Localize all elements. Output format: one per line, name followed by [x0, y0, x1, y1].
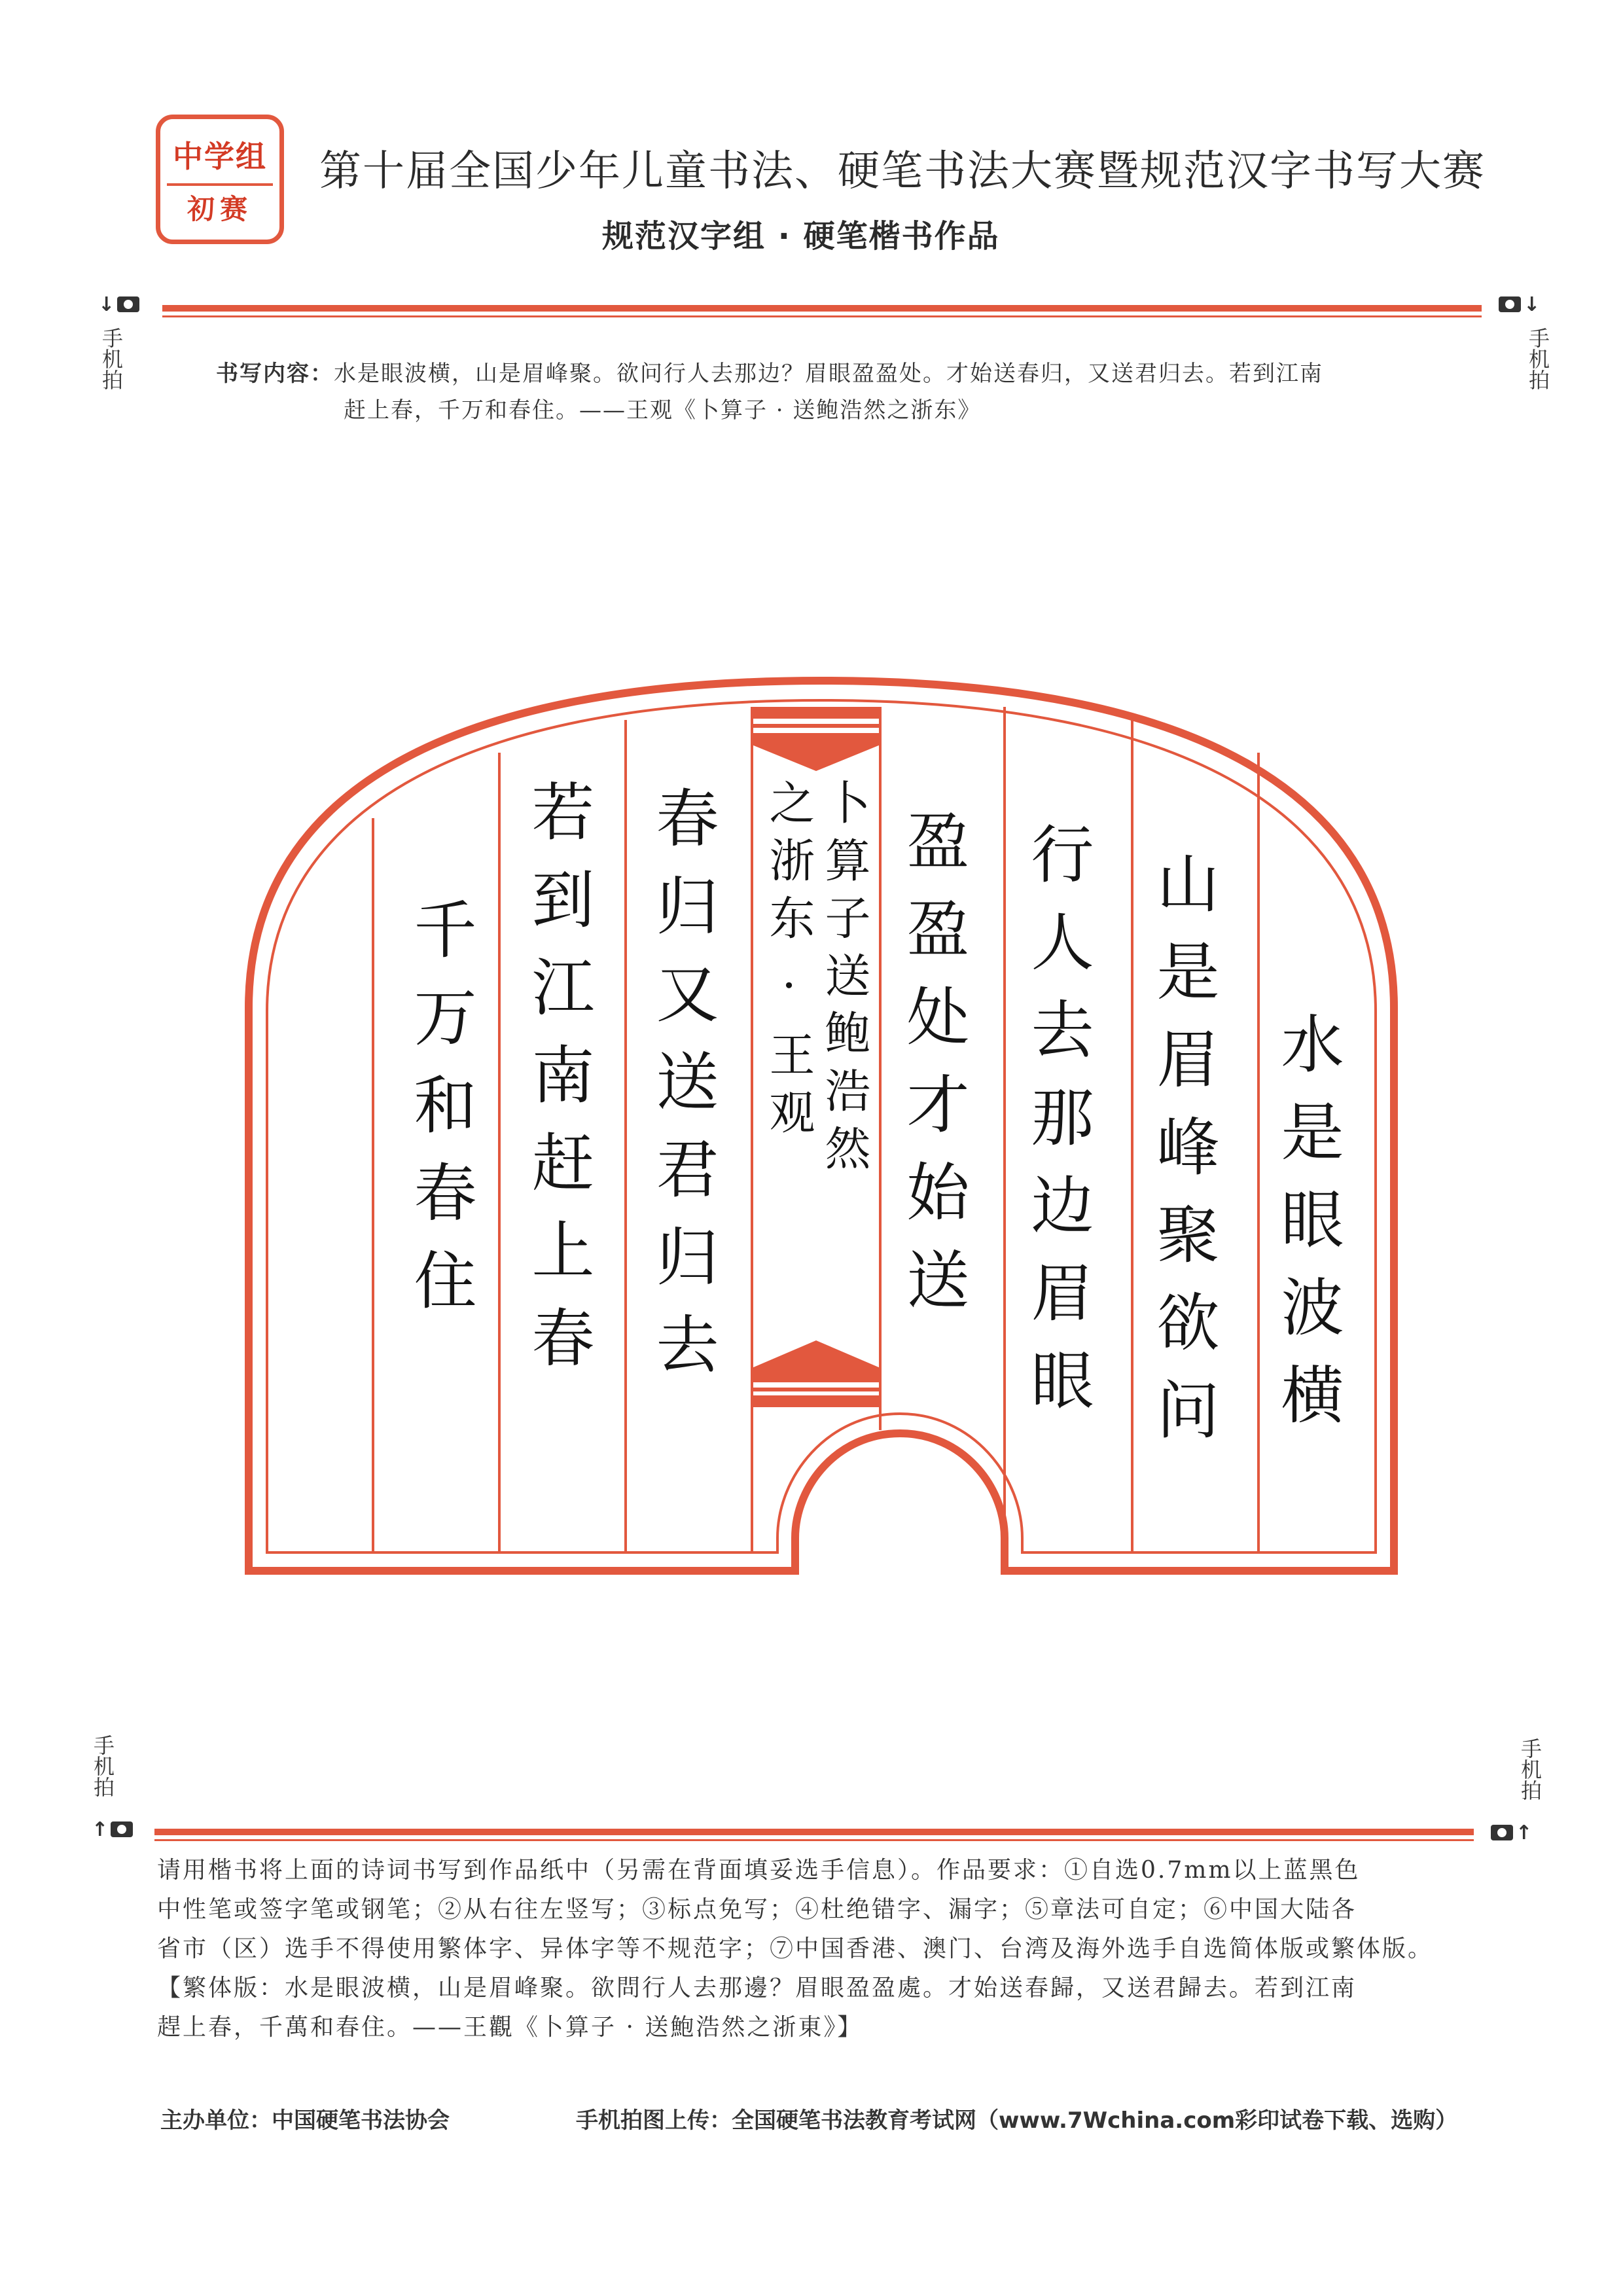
- top-divider-thin: [162, 315, 1482, 317]
- signature-column-2: 之浙东 · 王观: [762, 779, 815, 1146]
- writing-content-line2: 赶上春，千万和春住。——王观《卜算子 · 送鲍浩然之浙东》: [344, 397, 982, 423]
- signature-column-1: 卜算子送鲍浩然: [817, 779, 871, 1182]
- footer-upload-info: 手机拍图上传：全国硬笔书法教育考试网（www.7Wchina.com彩印试卷下载、选购）: [576, 2108, 1458, 2134]
- side-label-top-left: 手机拍: [99, 327, 124, 390]
- side-label-bottom-right: 手机拍: [1518, 1738, 1543, 1801]
- camera-marker-top-left: [98, 295, 143, 314]
- instructions-line3: 省市（区）选手不得使用繁体字、异体字等不规范字；⑦中国香港、澳门、台湾及海外选手自选简体版或繁体版。: [157, 1935, 1434, 1962]
- camera-marker-top-right: [1499, 295, 1543, 314]
- bottom-divider: [154, 1829, 1474, 1835]
- camera-marker-bottom-right: [1491, 1823, 1535, 1842]
- handwriting-column-7: 千万和春住: [404, 897, 477, 1335]
- page-subtitle: 规范汉字组 · 硬笔楷书作品: [602, 218, 1000, 255]
- camera-icon: [117, 296, 139, 312]
- instructions-line5: 趕上春，千萬和春住。——王觀《卜算子 · 送鮑浩然之浙東》】: [157, 2014, 863, 2041]
- side-label-bottom-left: 手机拍: [90, 1734, 115, 1797]
- footer-organizer: 主办单位：中国硬笔书法协会: [160, 2108, 450, 2134]
- handwriting-column-5: 春归又送君归去: [646, 785, 719, 1399]
- arrow-down-icon: ↓: [1524, 293, 1541, 316]
- instructions-line2: 中性笔或签字笔或钢笔；②从右往左竖写；③标点免写；④杜绝错字、漏字；⑤章法可自定；⑥中国大陆各: [157, 1896, 1357, 1923]
- handwriting-column-4: 盈盈处才始送: [897, 808, 970, 1335]
- top-divider: [162, 305, 1482, 312]
- side-label-top-right: 手机拍: [1525, 327, 1550, 390]
- writing-content-label: 书写内容：: [216, 361, 334, 387]
- badge-round-label: 初赛: [187, 193, 253, 225]
- writing-content-line1: 水是眼波横，山是眉峰聚。欲问行人去那边？眉眼盈盈处。才始送春归，又送君归去。若到江南: [334, 361, 1323, 387]
- badge-group-label: 中学组: [167, 126, 273, 186]
- handwriting-column-2: 山是眉峰聚欲问: [1147, 851, 1220, 1465]
- handwriting-column-6: 若到江南赶上春: [522, 779, 595, 1393]
- writing-content: [216, 355, 1459, 429]
- instructions-line4: 【繁体版：水是眼波横，山是眉峰聚。欲問行人去那邊？眉眼盈盈處。才始送春歸，又送君歸去。若到江南: [157, 1975, 1357, 2001]
- camera-icon: [1491, 1825, 1513, 1840]
- arrow-up-icon: ↑: [1516, 1821, 1533, 1844]
- arrow-down-icon: ↓: [98, 293, 115, 316]
- bottom-divider-thin: [154, 1839, 1474, 1841]
- instructions-line1: 请用楷书将上面的诗词书写到作品纸中（另需在背面填妥选手信息）。作品要求：①自选0.7mm以上蓝黑色: [157, 1857, 1361, 1884]
- camera-icon: [111, 1821, 133, 1837]
- camera-icon: [1499, 296, 1521, 312]
- arrow-up-icon: ↑: [92, 1818, 109, 1841]
- handwriting-column-1: 水是眼波横: [1271, 1011, 1344, 1450]
- page-title: 第十届全国少年儿童书法、硬笔书法大赛暨规范汉字书写大赛: [319, 147, 1486, 196]
- handwriting-column-3: 行人去那边眉眼: [1021, 821, 1094, 1435]
- group-badge: [156, 115, 284, 244]
- camera-marker-bottom-left: [92, 1820, 136, 1839]
- instructions: [157, 1851, 1492, 2047]
